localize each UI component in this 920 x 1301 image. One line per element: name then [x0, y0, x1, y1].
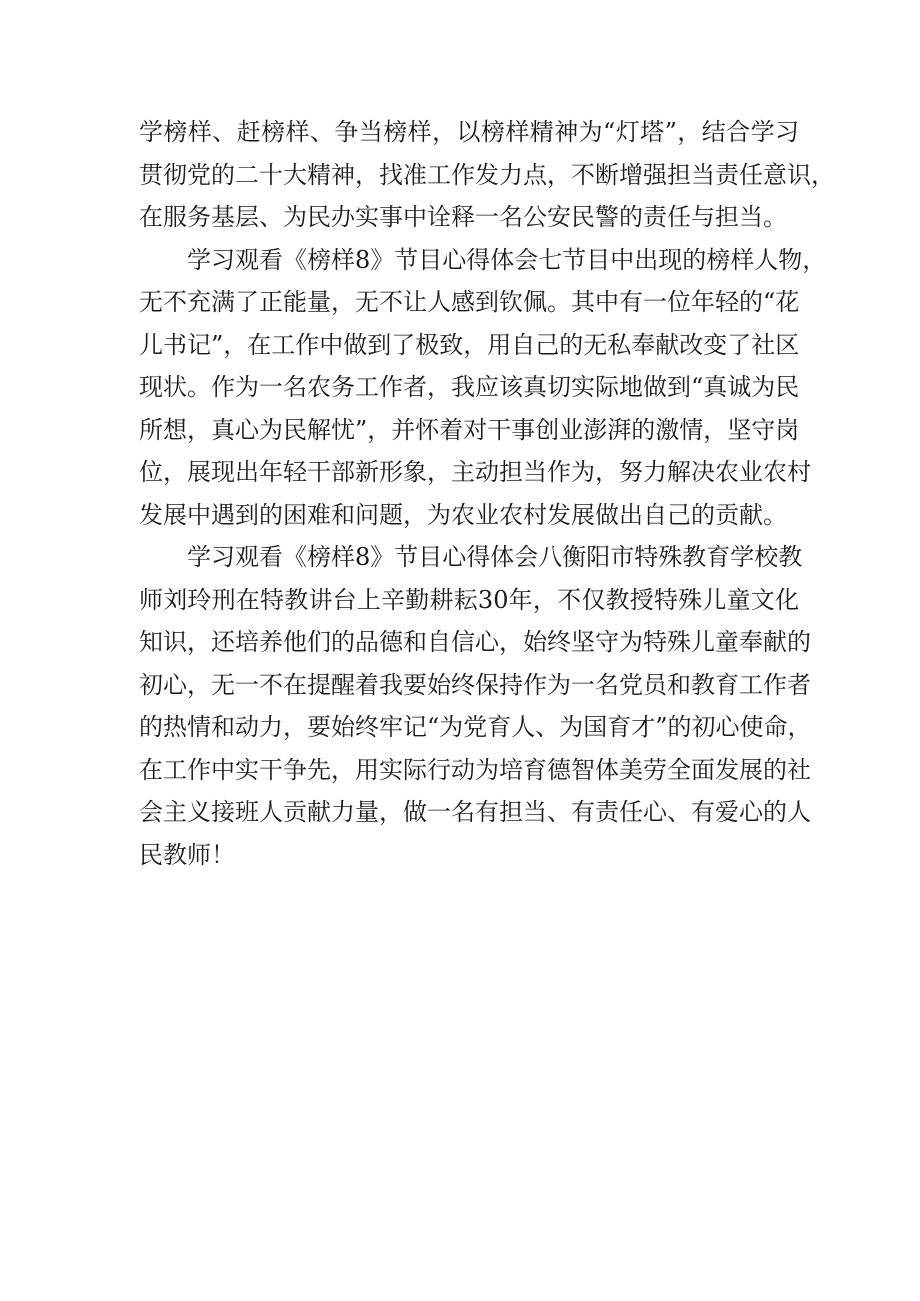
text-line: 初心，无一不在提醒着我要始终保持作为一名党员和教育工作者 — [139, 670, 811, 699]
text-line: 的热情和动力，要始终牢记“为党育人、为国育才”的初心使命， — [139, 713, 812, 741]
text-line: 贯彻党的二十大精神，找准工作发力点，不断增强担当责任意识， — [139, 160, 835, 189]
text-line: 在工作中实干争先，用实际行动为培育德智体美劳全面发展的社 — [139, 755, 811, 784]
text-line: 民教师！ — [139, 840, 235, 869]
text-line: 学榜样、赶榜样、争当榜样，以榜样精神为“灯塔”，结合学习 — [139, 118, 799, 146]
paragraph-1 — [139, 111, 835, 239]
text-line: 学习观看《榜样8》节目心得体会八衡阳市特殊教育学校教 — [187, 543, 803, 571]
text-line: 儿书记”，在工作中做到了极致，用自己的无私奉献改变了社区 — [139, 330, 800, 359]
text-line: 在服务基层、为民办实事中诠释一名公安民警的责任与担当。 — [139, 203, 787, 231]
text-line: 师刘玲刑在特教讲台上辛勤耕耘30年，不仅教授特殊儿童文化 — [139, 585, 799, 614]
text-line: 发展中遇到的困难和问题，为农业农村发展做出自己的贡献。 — [139, 500, 787, 529]
text-line: 位，展现出年轻干部新形象，主动担当作为，努力解决农业农村 — [139, 458, 811, 486]
text-line: 会主义接班人贡献力量，做一名有担当、有责任心、有爱心的人 — [139, 798, 811, 826]
paragraph-2 — [139, 239, 827, 537]
text-line: 知识，还培养他们的品德和自信心，始终坚守为特殊儿童奉献的 — [139, 628, 811, 656]
text-line: 所想，真心为民解忧”，并怀着对干事创业澎湃的激情，坚守岗 — [139, 415, 800, 444]
text-line: 无不充满了正能量，无不让人感到钦佩。其中有一位年轻的“花 — [139, 288, 800, 316]
paragraph-3 — [139, 536, 812, 876]
text-line: 现状。作为一名农务工作者，我应该真切实际地做到“真诚为民 — [139, 373, 800, 401]
document-body — [139, 111, 835, 876]
text-line: 学习观看《榜样8》节目心得体会七节目中出现的榜样人物， — [187, 245, 827, 274]
